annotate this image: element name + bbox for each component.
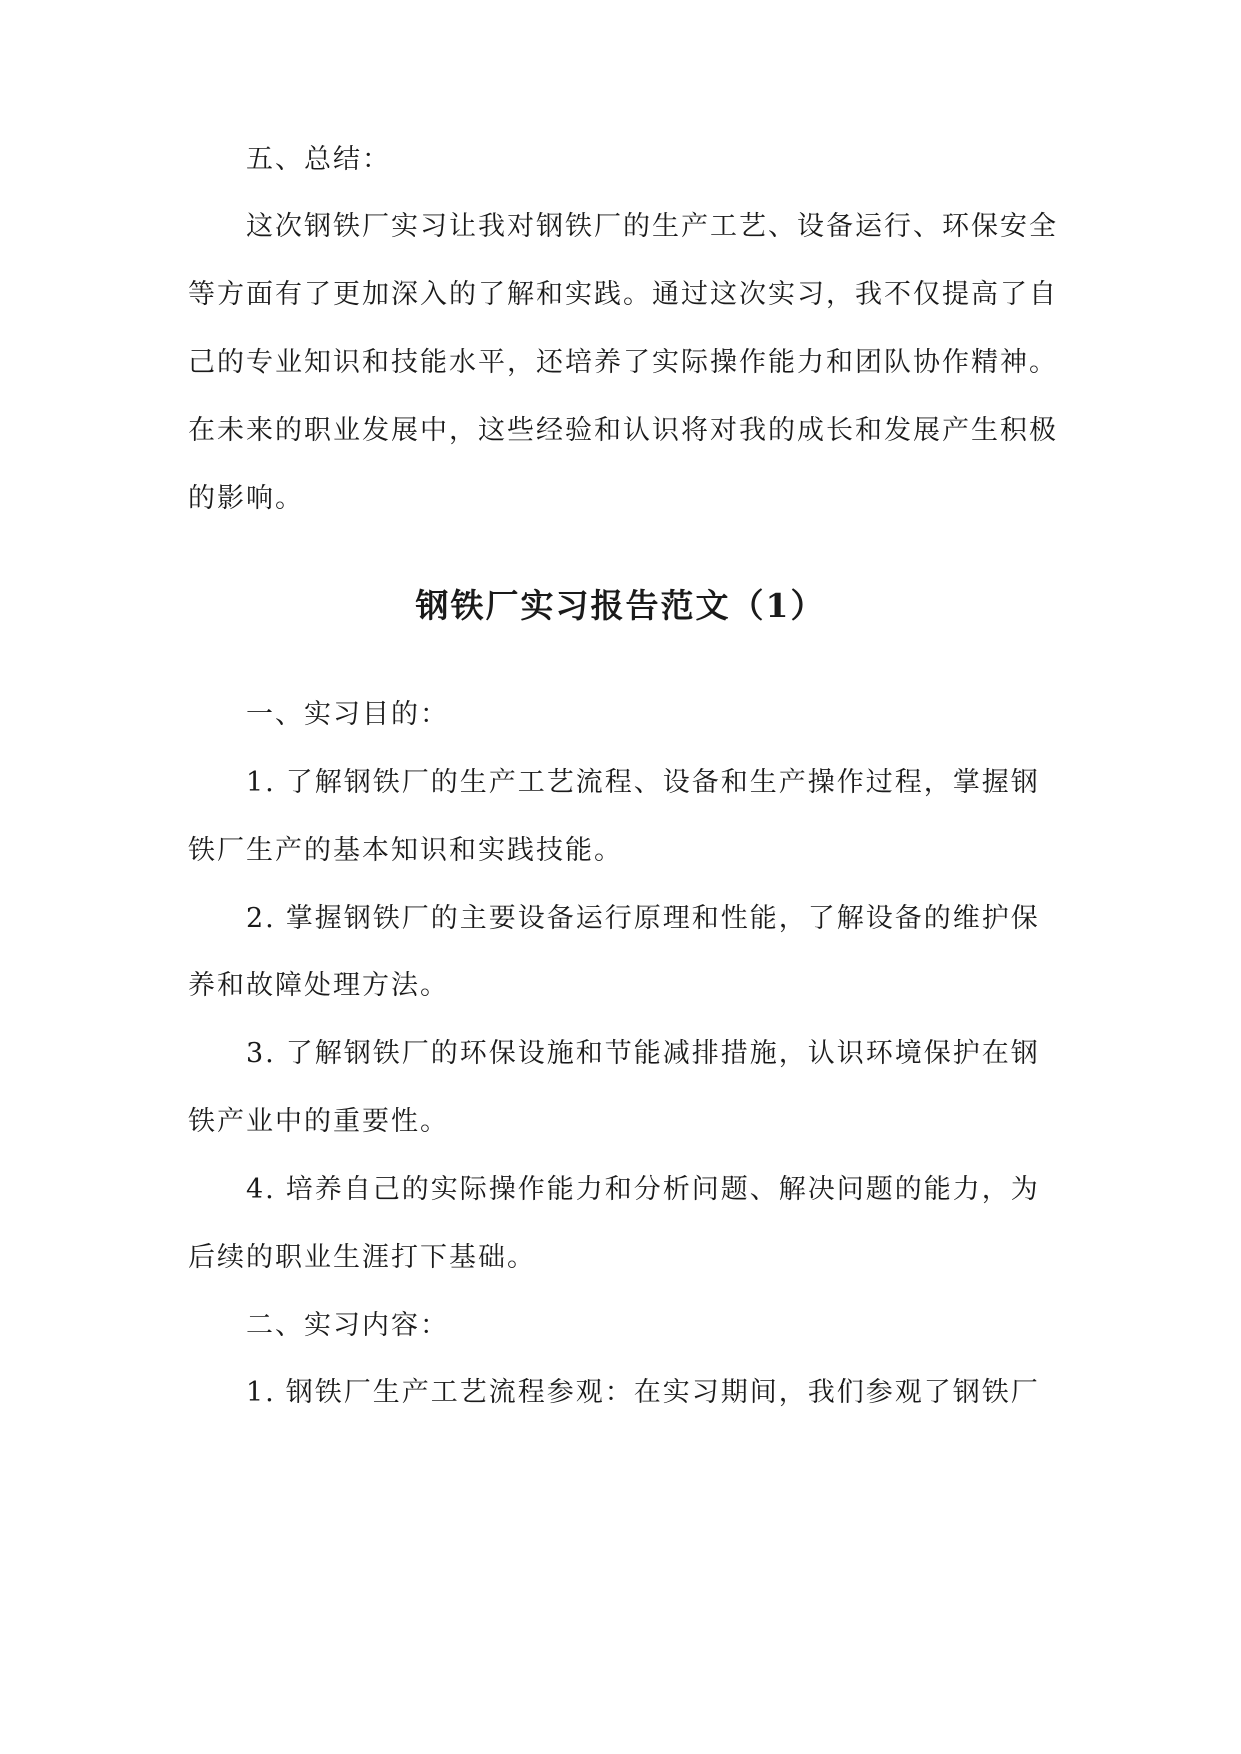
list-item-continuation: 铁产业中的重要性。 [188,1106,449,1137]
section1-heading: 一、实习目的： [246,699,449,730]
item-text: 了解钢铁厂的生产工艺流程、设备和生产操作过程，掌握钢 [285,767,1040,798]
section2-heading: 二、实习内容： [246,1310,449,1341]
list-item-continuation: 铁厂生产的基本知识和实践技能。 [188,835,623,866]
list-item [246,760,1040,799]
summary-line-1: 这次钢铁厂实习让我对钢铁厂的生产工艺、设备运行、环保安全 [246,211,1058,242]
item-number: 1. [246,1377,276,1408]
item-number: 2. [246,903,276,934]
summary-heading: 五、总结： [246,144,391,175]
list-item-continuation: 后续的职业生涯打下基础。 [188,1242,536,1273]
item-number: 3. [246,1038,276,1069]
item-text: 培养自己的实际操作能力和分析问题、解决问题的能力，为 [285,1174,1040,1205]
item-text: 了解钢铁厂的环保设施和节能减排措施，认识环境保护在钢 [285,1038,1040,1069]
report-title: 钢铁厂实习报告范文（1） [415,586,826,625]
list-item [246,1370,1040,1409]
item-text: 掌握钢铁厂的主要设备运行原理和性能，了解设备的维护保 [285,903,1040,934]
list-item [246,896,1040,935]
list-item [246,1167,1040,1206]
item-text: 钢铁厂生产工艺流程参观：在实习期间，我们参观了钢铁厂 [285,1377,1040,1408]
list-item [246,1031,1040,1070]
item-number: 4. [246,1174,276,1205]
list-item-continuation: 养和故障处理方法。 [188,970,449,1001]
summary-line-5: 的影响。 [188,483,304,514]
item-number: 1. [246,767,276,798]
summary-line-2: 等方面有了更加深入的了解和实践。通过这次实习，我不仅提高了自 [188,279,1058,310]
summary-line-3: 己的专业知识和技能水平，还培养了实际操作能力和团队协作精神。 [188,347,1058,378]
summary-line-4: 在未来的职业发展中，这些经验和认识将对我的成长和发展产生积极 [188,415,1058,446]
